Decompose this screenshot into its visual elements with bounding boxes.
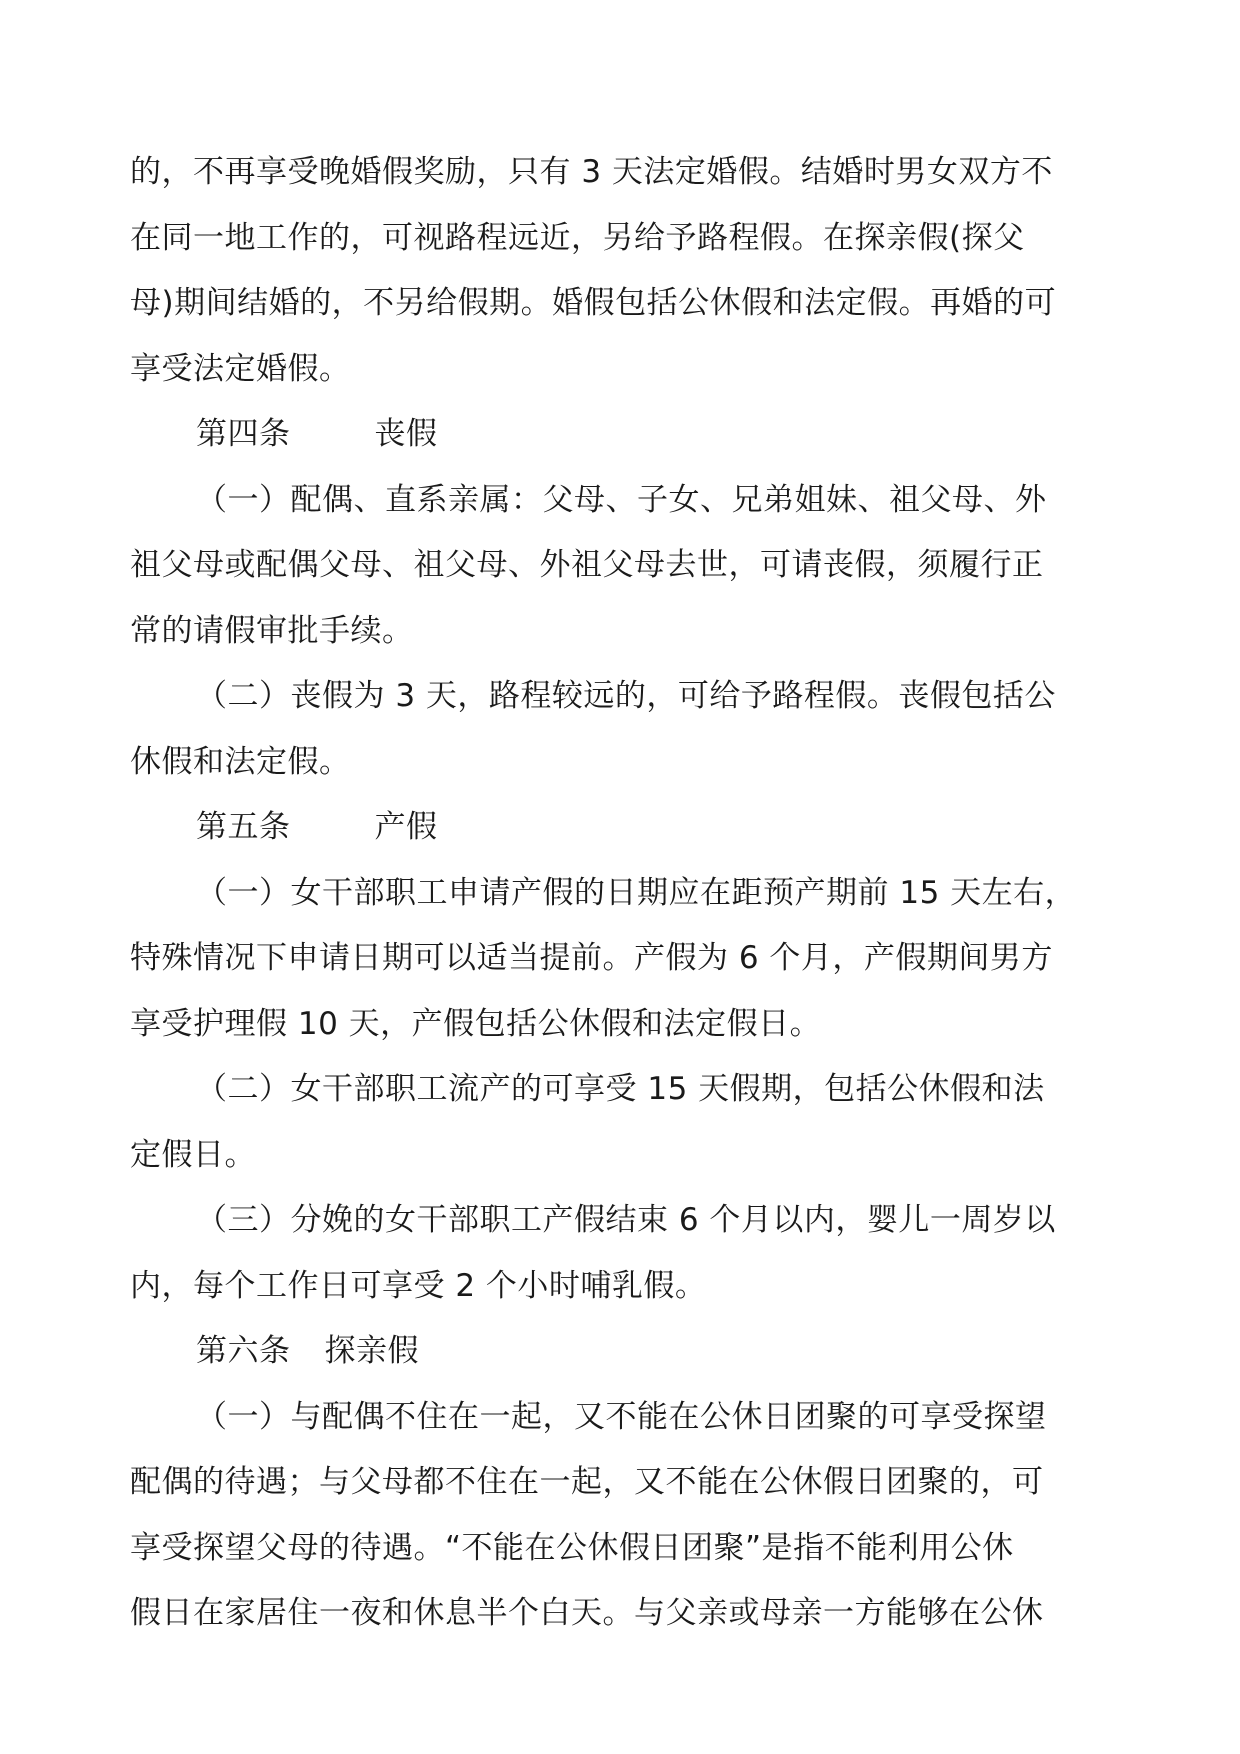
article-heading-5	[130, 795, 1120, 861]
body-line: 假日在家居住一夜和休息半个白天。与父亲或母亲一方能够在公休	[130, 1595, 1044, 1631]
paragraph-first-line: （一）女干部职工申请产假的日期应在距预产期前 15 天左右，	[196, 874, 1077, 911]
article-number: 第六条	[196, 1333, 291, 1369]
article-number: 第四条	[196, 416, 291, 452]
article-title: 丧假	[374, 416, 438, 452]
body-line: 特殊情况下申请日期可以适当提前。产假为 6 个月，产假期间男方	[130, 940, 1053, 976]
body-line: 定假日。	[130, 1136, 256, 1173]
paragraph-first-line: （一）与配偶不住在一起，又不能在公休日团聚的可享受探望	[196, 1398, 1047, 1435]
paragraph-first-line: （一）配偶、直系亲属：父母、子女、兄弟姐妹、祖父母、外	[196, 481, 1047, 518]
body-line: 祖父母或配偶父母、祖父母、外祖父母去世，可请丧假，须履行正	[130, 547, 1044, 583]
body-line: 内，每个工作日可享受 2 个小时哺乳假。	[130, 1267, 707, 1304]
body-line: 母)期间结婚的，不另给假期。婚假包括公休假和法定假。再婚的可	[130, 285, 1057, 321]
article-title: 产假	[374, 809, 438, 845]
body-line: 享受法定婚假。	[130, 350, 351, 387]
body-line: 的，不再享受晚婚假奖励，只有 3 天法定婚假。结婚时男女双方不	[130, 154, 1053, 190]
article-heading-4	[130, 402, 1120, 468]
body-line: 常的请假审批手续。	[130, 612, 414, 649]
article-heading-6	[130, 1319, 1120, 1385]
article-number: 第五条	[196, 809, 291, 845]
body-line: 享受探望父母的待遇。“不能在公休假日团聚”是指不能利用公休	[130, 1529, 1014, 1566]
paragraph-first-line: （三）分娩的女干部职工产假结束 6 个月以内，婴儿一周岁以	[196, 1202, 1056, 1238]
body-line: 配偶的待遇；与父母都不住在一起，又不能在公休假日团聚的，可	[130, 1464, 1044, 1500]
paragraph-first-line: （二）丧假为 3 天，路程较远的，可给予路程假。丧假包括公	[196, 678, 1056, 714]
body-line: 休假和法定假。	[130, 743, 351, 780]
document-page	[130, 140, 1120, 1647]
body-line: 享受护理假 10 天，产假包括公休假和法定假日。	[130, 1005, 822, 1042]
paragraph-first-line: （二）女干部职工流产的可享受 15 天假期，包括公休假和法	[196, 1071, 1045, 1107]
article-title: 探亲假	[324, 1333, 419, 1369]
body-line: 在同一地工作的，可视路程远近，另给予路程假。在探亲假(探父	[130, 219, 1025, 256]
